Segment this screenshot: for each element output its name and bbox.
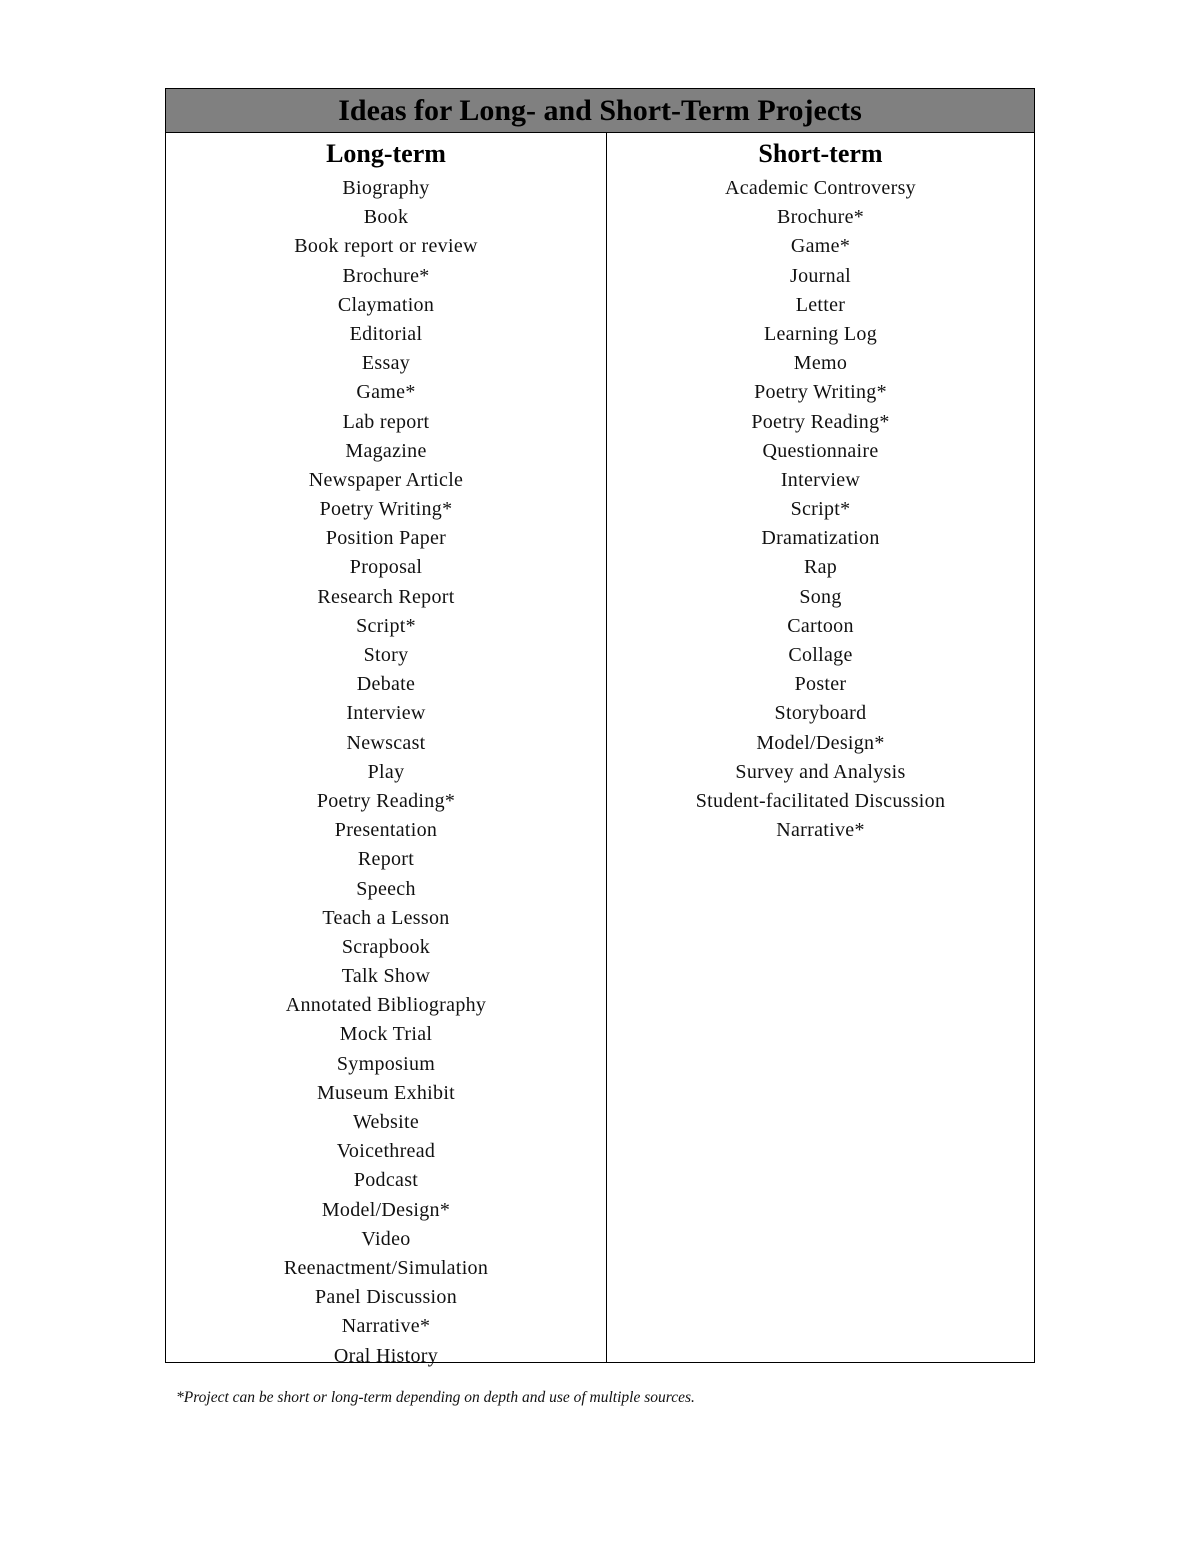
long-term-item: Annotated Bibliography: [285, 994, 487, 1017]
long-term-item: Proposal: [349, 556, 423, 579]
long-term-item: Script*: [356, 614, 416, 637]
short-term-item: Rap: [803, 556, 838, 579]
long-term-item: Podcast: [353, 1169, 419, 1192]
short-term-item: Poster: [794, 673, 847, 696]
long-term-item: Biography: [342, 177, 430, 199]
long-term-item: Teach a Lesson: [322, 906, 450, 929]
long-term-item: Game*: [356, 381, 416, 404]
short-term-item: Dramatization: [761, 527, 880, 550]
short-term-item: Questionnaire: [762, 439, 879, 462]
long-term-item: Newscast: [346, 731, 426, 754]
long-term-item: Report: [357, 848, 415, 871]
short-term-item: Model/Design*: [756, 731, 885, 754]
short-term-item: Game*: [790, 235, 851, 258]
short-term-item: Brochure*: [776, 206, 865, 229]
short-term-item: Student-facilitated Discussion: [695, 789, 946, 812]
long-term-item: Website: [352, 1111, 420, 1133]
long-term-item: Poetry Reading*: [316, 789, 456, 812]
long-term-item: Reenactment/Simulation: [283, 1256, 489, 1279]
short-term-item: Memo: [793, 352, 848, 375]
long-term-item: Interview: [346, 702, 426, 725]
short-term-column: [607, 133, 1034, 1362]
long-term-item: Voicethread: [336, 1140, 436, 1163]
table-title: Ideas for Long- and Short-Term Projects: [166, 89, 1034, 133]
long-term-list: [166, 174, 606, 1371]
long-term-item: Brochure*: [342, 264, 430, 287]
short-term-list: [607, 174, 1034, 845]
short-term-item: Narrative*: [776, 819, 865, 842]
short-term-heading: Short-term: [758, 139, 883, 168]
long-term-item: Story: [363, 644, 409, 666]
long-term-item: Symposium: [336, 1052, 436, 1075]
short-term-item: Interview: [780, 468, 861, 491]
long-term-item: Oral History: [333, 1344, 439, 1367]
ideas-table: [165, 88, 1035, 1367]
short-term-item: Storyboard: [774, 702, 867, 725]
long-term-item: Museum Exhibit: [316, 1081, 456, 1104]
long-term-item: Narrative*: [341, 1315, 431, 1338]
long-term-item: Claymation: [337, 293, 435, 316]
long-term-item: Model/Design*: [321, 1198, 451, 1221]
table-columns: [166, 133, 1034, 1367]
short-term-item: Cartoon: [787, 614, 854, 637]
long-term-item: Panel Discussion: [314, 1286, 458, 1309]
short-term-item: Survey and Analysis: [735, 760, 906, 783]
long-term-column: [166, 133, 607, 1367]
short-term-item: Song: [799, 585, 842, 608]
short-term-item: Learning Log: [763, 322, 877, 345]
short-term-item: Poetry Reading*: [751, 410, 890, 433]
short-term-item: Letter: [795, 293, 846, 316]
long-term-item: Newspaper Article: [308, 468, 464, 491]
long-term-item: Essay: [361, 352, 411, 375]
long-term-item: Mock Trial: [339, 1023, 433, 1046]
short-term-item: Script*: [790, 498, 851, 521]
long-term-item: Editorial: [349, 322, 423, 345]
long-term-heading: Long-term: [326, 139, 446, 168]
short-term-item: Poetry Writing*: [754, 381, 887, 404]
short-term-item: Journal: [790, 264, 851, 287]
long-term-item: Scrapbook: [341, 935, 431, 958]
long-term-item: Debate: [356, 673, 416, 696]
long-term-item: Poetry Writing*: [319, 498, 453, 521]
long-term-item: Position Paper: [325, 527, 447, 550]
long-term-item: Talk Show: [341, 965, 431, 988]
short-term-item: Academic Controversy: [725, 177, 916, 199]
long-term-item: Book report or review: [294, 235, 478, 258]
long-term-item: Presentation: [334, 819, 438, 842]
long-term-item: Play: [367, 760, 405, 783]
long-term-item: Video: [361, 1227, 411, 1250]
long-term-item: Book: [363, 206, 409, 229]
long-term-item: Magazine: [345, 439, 427, 462]
short-term-item: Collage: [788, 644, 853, 666]
long-term-item: Speech: [356, 877, 416, 900]
long-term-item: Lab report: [342, 410, 430, 433]
footnote: *Project can be short or long-term depending on depth and use of multiple sources.: [176, 1389, 695, 1406]
long-term-item: Research Report: [317, 585, 455, 608]
